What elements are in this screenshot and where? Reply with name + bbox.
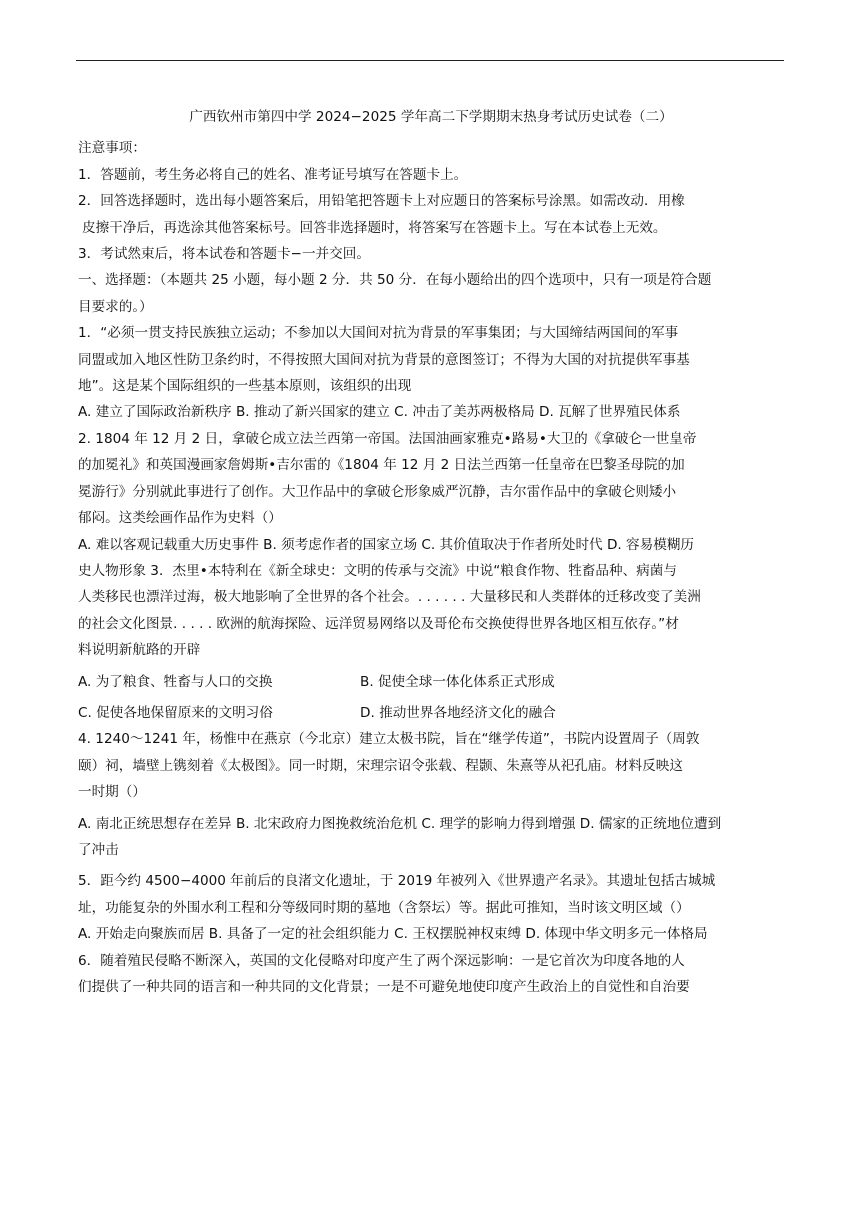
question-text: 一时期（） bbox=[78, 784, 146, 801]
question-text: 6．随着殖民侵略不断深入，英国的文化侵略对印度产生了两个深远影响：一是它首次为印度各地的人 bbox=[78, 952, 685, 969]
question-text: 2. 1804 年 12 月 2 日，拿破仑成立法兰西第一帝国。法国油画家雅克•路易•大卫的《拿破仑一世皇帝 bbox=[78, 430, 697, 447]
question-text: 5．距今约 4500−4000 年前后的良渚文化遗址，于 2019 年被列入《世界遗产名录》。其遗址包括古城城 bbox=[78, 873, 716, 890]
question-5 bbox=[78, 868, 784, 947]
question-4 bbox=[78, 726, 784, 863]
option-d: D. 推动世界各地经济文化的融合 bbox=[360, 704, 556, 721]
question-text: 1．“必须一贯支持民族独立运动；不参加以大国间对抗为背景的军事集团；与大国缔结两国间的军事 bbox=[78, 325, 679, 342]
question-text: 史人物形象 3．杰里•本特利在《新全球史：文明的传承与交流》中说“粮食作物、牲畜品种、病菌与 bbox=[78, 562, 677, 579]
question-text: 的加冕礼》和英国漫画家詹姆斯•吉尔雷的《1804 年 12 月 2 日法兰西第一任皇帝在巴黎圣母院的加 bbox=[78, 457, 685, 474]
section-intro-line: 一、选择题：（本题共 25 小题，每小题 2 分．共 50 分．在每小题给出的四个选项中，只有一项是符合题 bbox=[78, 272, 712, 289]
notice-heading: 注意事项： bbox=[78, 140, 146, 157]
options-row bbox=[78, 669, 784, 695]
header-rule bbox=[76, 60, 784, 61]
question-text: 人类移民也漂洋过海，极大地影响了全世界的各个社会。. . . . . . 大量移民和人类群体的迁移改变了美洲 bbox=[78, 589, 701, 606]
section-intro-line: 目要求的。） bbox=[78, 298, 153, 315]
question-6 bbox=[78, 948, 784, 1001]
section-intro bbox=[78, 267, 784, 320]
options-row bbox=[78, 700, 784, 726]
question-options: A. 建立了国际政治新秩序 B. 推动了新兴国家的建立 C. 冲击了美苏两极格局 D. 瓦解了世界殖民体系 bbox=[78, 404, 681, 421]
notice-item: 3．考试然束后，将本试卷和答题卡−一并交回。 bbox=[78, 246, 370, 263]
question-options: 了冲击 bbox=[78, 841, 119, 858]
question-text: 们提供了一种共同的语言和一种共同的文化背景；一是不可避免地使印度产生政治上的自觉性和自治要 bbox=[78, 979, 690, 995]
option-a: A. 为了粮食、牲畜与人口的交换 bbox=[78, 673, 273, 690]
question-3-options bbox=[78, 669, 784, 727]
question-options: A. 南北正统思想存在差异 B. 北宋政府力图挽救统治危机 C. 理学的影响力得到增强 D. 儒家的正统地位遭到 bbox=[78, 815, 722, 832]
exam-title: 广西钦州市第四中学 2024−2025 学年高二下学期期末热身考试历史试卷（二） bbox=[189, 109, 673, 125]
page-content bbox=[78, 104, 784, 1000]
notice-item: 皮擦干净后，再选涂其他答案标号。回答非选择题时，将答案写在答题卡上。写在本试卷上无效。 bbox=[82, 219, 667, 236]
question-text: 颐）祠，墙壁上镌刻着《太极图》。同一时期，宋理宗诏令张载、程颢、朱熹等从祀孔庙。材料反映这 bbox=[78, 757, 683, 774]
question-text: 郁闷。这类绘画作品作为史料（） bbox=[78, 510, 282, 527]
notice-item: 2．回答选择题时，选出每小题答案后，用铅笔把答题卡上对应题日的答案标号涂黑。如需改动．用橡 bbox=[78, 193, 685, 210]
question-1 bbox=[78, 320, 784, 426]
option-c: C. 促使各地保留原来的文明习俗 bbox=[78, 704, 273, 721]
notice-block bbox=[78, 135, 784, 267]
option-b: B. 促使全球一体化体系正式形成 bbox=[360, 673, 555, 690]
question-text: 料说明新航路的开辟 bbox=[78, 642, 201, 659]
question-text: 冕游行》分别就此事进行了创作。大卫作品中的拿破仑形象威严沉静，吉尔雷作品中的拿破仑则矮小 bbox=[78, 483, 677, 500]
question-text: 址，功能复杂的外围水利工程和分等级同时期的墓地（含祭坛）等。据此可推知，当时该文明区域（） bbox=[78, 899, 690, 916]
question-options: A. 难以客观记载重大历史事件 B. 须考虑作者的国家立场 C. 其价值取决于作者所处时代 D. 容易模糊历 bbox=[78, 536, 695, 553]
question-2 bbox=[78, 426, 784, 664]
notice-item: 1．答题前，考生务必将自己的姓名、准考证号填写在答题卡上。 bbox=[78, 166, 468, 183]
question-text: 的社会文化图景. . . . . 欧洲的航海探险、远洋贸易网络以及哥伦布交换使得世界各地区相互依存。”材 bbox=[78, 615, 679, 632]
question-text: 地”。这是某个国际组织的一些基本原则，该组织的出现 bbox=[78, 378, 412, 395]
question-text: 4. 1240～1241 年，杨惟中在燕京（今北京）建立太极书院，旨在“继学传道”，书院内设置周子（周敦 bbox=[78, 731, 700, 748]
question-text: 同盟或加入地区性防卫条约时，不得按照大国间对抗为背景的意图签订；不得为大国的对抗提供军事基 bbox=[78, 351, 690, 368]
question-options: A. 开始走向聚族而居 B. 具备了一定的社会组织能力 C. 王权摆脱神权束缚 D. 体现中华文明多元一体格局 bbox=[78, 926, 708, 943]
